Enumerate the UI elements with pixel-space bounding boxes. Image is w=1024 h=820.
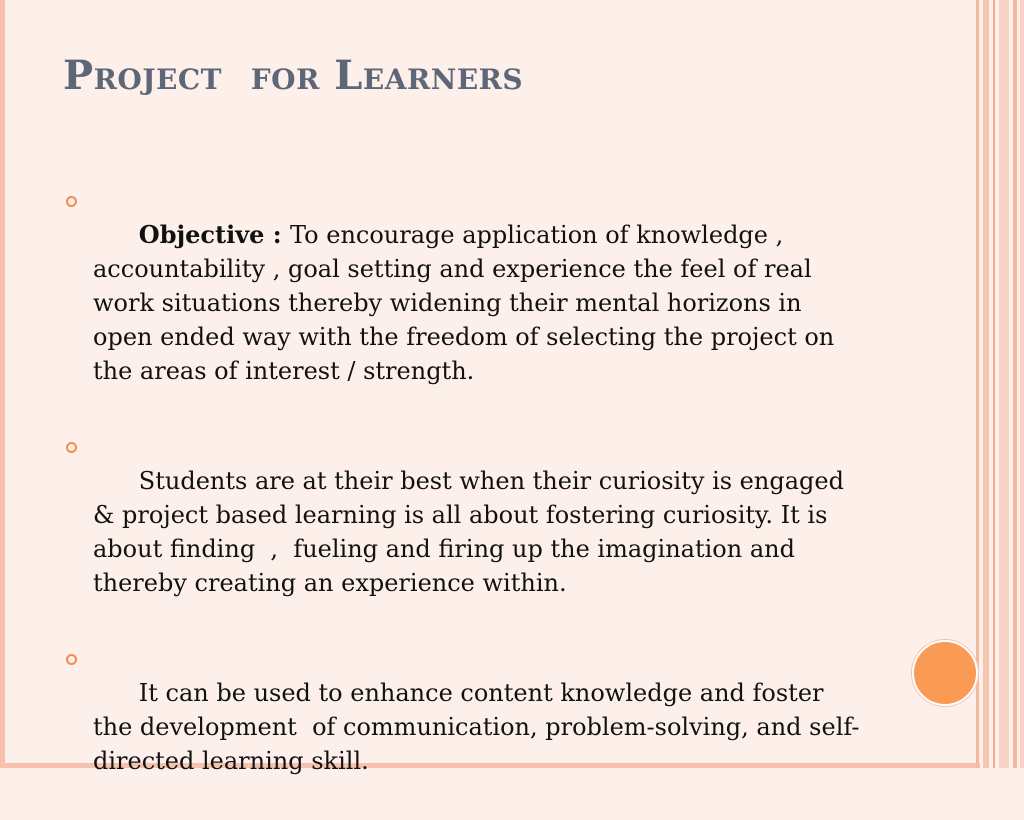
bullet-circle-icon [66,442,77,453]
stripe [999,0,1009,768]
decorative-stripes [976,0,1024,768]
left-frame-border [0,0,5,768]
bullet-item-skills [66,642,866,812]
stripe [983,0,989,768]
decorative-circle [912,640,978,706]
bullet-text: It can be used to enhance content knowledge and foster the development of communication, problem-solving, and self-directed learning skill. [93,679,860,775]
stripe [1013,0,1017,768]
stripe [1020,0,1024,768]
bullet-item-curiosity [66,430,866,634]
bullet-list [66,184,866,820]
bullet-circle-icon [66,196,77,207]
stripe [993,0,995,768]
stripe [976,0,979,768]
bullet-text: To encourage application of knowledge , accountability , goal setting and experience the feel of real work situations thereby widening their mental horizons in open ended way with the freedom of selecting the project on the areas of interest / strength. [93,221,842,385]
slide-title: Project for Learners [63,52,524,99]
bullet-item-objective [66,184,866,422]
bullet-lead: Objective : [138,220,291,249]
bullet-circle-icon [66,654,77,665]
bullet-text: Students are at their best when their curiosity is engaged & project based learning is all about fostering curiosity. It is about finding , fueling and firing up the imagination and thereby creating an experience within. [93,467,852,597]
